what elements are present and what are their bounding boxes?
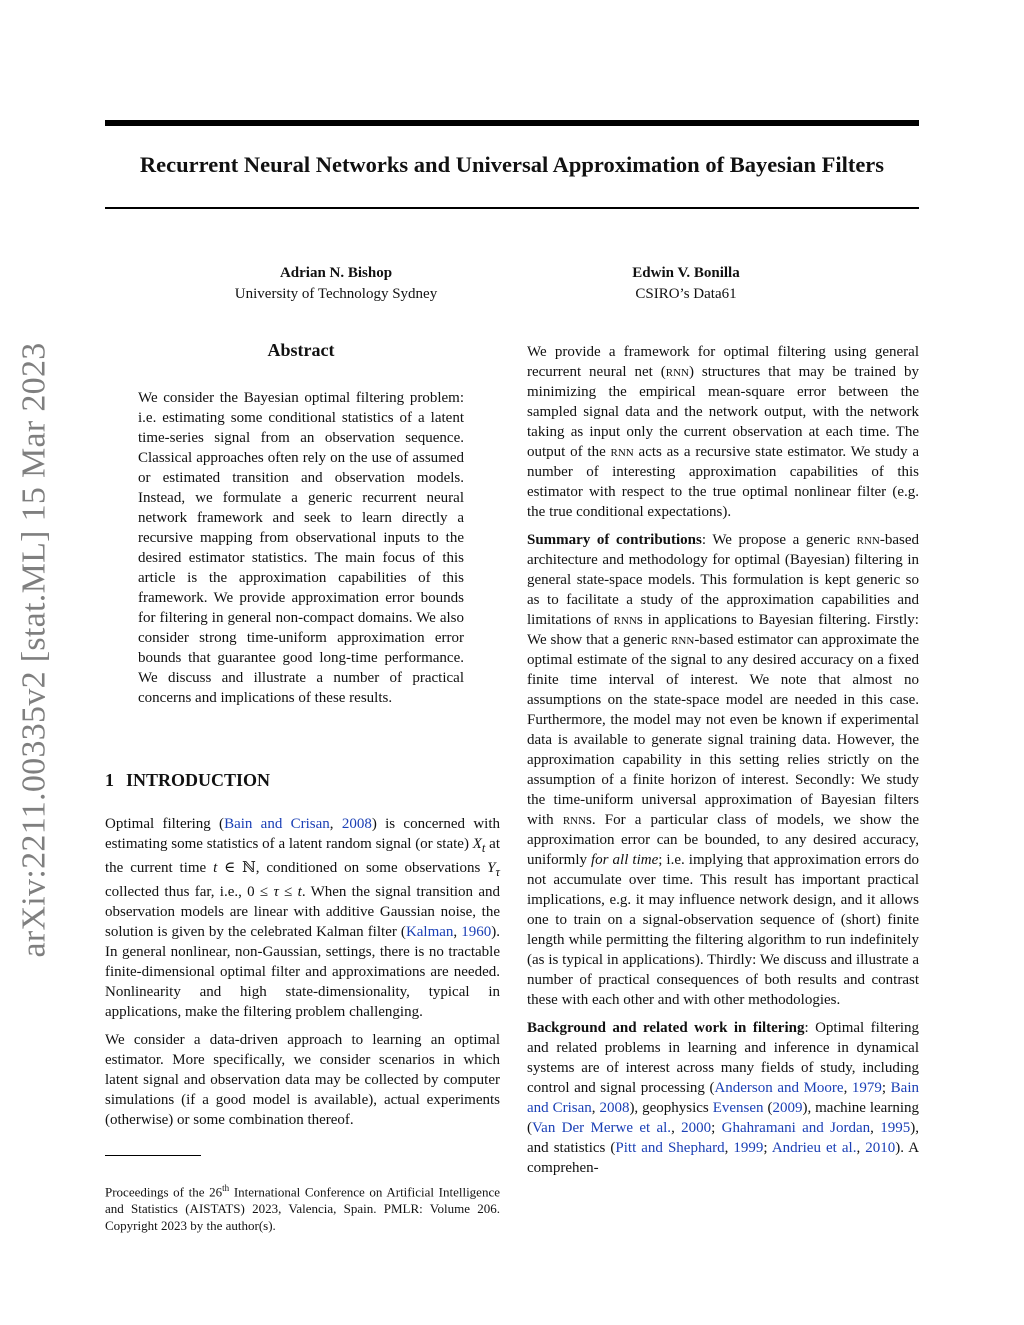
section-heading-introduction	[105, 770, 270, 791]
citation-link[interactable]: Van Der Merwe et al.	[532, 1120, 672, 1136]
background-paragraph: Background and related work in filtering: Optimal filtering and related problems in learning and inference in dynamical systems are of interest across many fields of study, including control and signal processing (Anderson and Moore, 1979; Bain and Crisan, 2008), geophysics Evensen (2009), machine learning (Van Der Merwe et al., 2000; Ghahramani and Jordan, 1995), and statistics (Pitt and Shephard, 1999; Andrieu et al., 2010). A comprehen-	[527, 1020, 920, 1176]
footnote-rule	[105, 1155, 201, 1156]
author-1	[186, 263, 486, 305]
background-heading: Background and related work in filtering	[527, 1020, 805, 1036]
citation-year-link[interactable]: 2009	[772, 1100, 803, 1116]
citation-year-link[interactable]: 1999	[733, 1140, 764, 1156]
citation-year-link[interactable]: 1979	[851, 1080, 882, 1096]
summary-of-contributions-heading: Summary of contributions	[527, 532, 702, 548]
title-top-rule	[105, 120, 919, 126]
right-paragraph-1: We provide a framework for optimal filtering using general recurrent neural net (rnn) structures that may be trained by minimizing the empirical mean-square error between the sampled signal data and the network output, with the network taking as input only the current observation at each time. The output of the rnn acts as a recursive state estimator. We study a number of interesting approximation capabilities of this estimator with respect to the true optimal nonlinear filter (e.g. the true conditional expectations).	[527, 344, 919, 520]
footnote: Proceedings of the 26th International Conference on Artificial Intelligence and Statistics (AISTATS) 2023, Valencia, Spain. PMLR: Volume 206. Copyright 2023 by the author(s).	[105, 1183, 500, 1234]
intro-column	[105, 814, 500, 1138]
citation-link[interactable]: Anderson and Moore	[714, 1080, 844, 1096]
paper-title: Recurrent Neural Networks and Universal Approximation of Bayesian Filters	[139, 152, 885, 177]
author-1-affiliation: University of Technology Sydney	[234, 286, 438, 302]
author-2-name: Edwin V. Bonilla	[632, 265, 740, 281]
section-title: INTRODUCTION	[126, 770, 271, 790]
citation-link[interactable]: Bain and Crisan	[527, 1080, 919, 1116]
citation-link[interactable]: Evensen	[712, 1100, 764, 1116]
citation-year-link[interactable]: 2000	[681, 1120, 712, 1136]
arxiv-stamp-text: arXiv:2211.00335v2 [stat.ML] 15 Mar 2023	[16, 342, 54, 958]
abstract-heading: Abstract	[267, 340, 335, 360]
citation-link[interactable]: Andrieu et al.	[771, 1140, 857, 1156]
citation-year-link[interactable]: 2008	[341, 816, 372, 832]
summary-of-contributions-paragraph: Summary of contributions: We propose a generic rnn-based architecture and methodology for optimal (Bayesian) filtering in general state-space models. This formulation is kept generic so as to facilitate a study of the approximation capabilities and limitations of rnns in applications to Bayesian filtering. Firstly: We show that a generic rnn-based estimator can approximate the optimal estimate of the signal to any desired accuracy on a fixed finite time interval of interest. We note that almost no assumptions on the state-space model are needed in this case. Furthermore, the model may not even be known if experimental data is available to generate signal training data. However, the approximation capability in this setting relies strictly on the assumption of a finite horizon of interest. Secondly: We study the time-uniform universal approximation of Bayesian filters with rnns. For a particular class of models, we show the approximation error can be bounded, to any desired accuracy, uniformly for all time; i.e. implying that approximation errors do not accumulate over time. This result has important practical implications, e.g. it may influence network design, and it allows one to train on a signal-observation sequence of (short) finite length while permitting the filtering algorithm to run indefinitely (as is typical in applications). Thirdly: We discuss and illustrate a number of practical consequences of both results and contrast these with each other and with other methodologies.	[527, 532, 919, 1008]
citation-year-link[interactable]: 2010	[865, 1140, 896, 1156]
citation-year-link[interactable]: 1960	[461, 924, 492, 940]
abstract-text: We consider the Bayesian optimal filtering problem: i.e. estimating some conditional statistics of a latent time-series signal from an observation sequence. Classical approaches often rely on the use of assumed or estimated transition and observation models. Instead, we formulate a generic recurrent neural network framework and seek to learn directly a recursive mapping from observational inputs to the desired estimator statistics. The main focus of this article is the approximation capabilities of this framework. We provide approximation error bounds for filtering in general non-compact domains. We also consider strong time-uniform approximation error bounds that guarantee good long-time performance. We discuss and illustrate a number of practical concerns and implications of these results.	[138, 390, 464, 706]
author-2-affiliation: CSIRO’s Data61	[635, 286, 737, 302]
citation-link[interactable]: Ghahramani and Jordan	[721, 1120, 871, 1136]
section-number: 1	[105, 770, 114, 790]
intro-paragraph-1: Optimal filtering (Bain and Crisan, 2008) is concerned with estimating some statistics of a latent random signal (or state) $X_t$ at the current time t ∈ ℕ, conditioned on some observations $Y_\tau$ collected thus far, i.e., 0 ≤ τ ≤ t. When the signal transition and observation models are linear with additive Gaussian noise, the solution is given by the celebrated Kalman filter (Kalman, 1960). In general nonlinear, non-Gaussian, settings, there is no tractable finite-dimensional optimal filter and approximations are needed. Nonlinearity and high state-dimensionality, typical in applications, make the filtering problem challenging.	[105, 816, 501, 1020]
arxiv-stamp	[13, 340, 57, 960]
right-column	[527, 342, 919, 1186]
author-2	[536, 263, 836, 305]
citation-link[interactable]: Bain and Crisan	[224, 816, 330, 832]
intro-paragraph-2: We consider a data-driven approach to learning an optimal estimator. More specifically, we consider scenarios in which latent signal and observation data may be collected by computer simulations (if a good model is available), actual experiments (otherwise) or some combination thereof.	[105, 1032, 500, 1128]
citation-year-link[interactable]: 1995	[880, 1120, 911, 1136]
citation-year-link[interactable]: 2008	[599, 1100, 630, 1116]
title-bottom-rule	[105, 207, 919, 209]
citation-link[interactable]: Pitt and Shephard	[615, 1140, 725, 1156]
citation-link[interactable]: Kalman	[405, 924, 454, 940]
author-1-name: Adrian N. Bishop	[279, 265, 393, 281]
abstract-body	[138, 388, 464, 716]
